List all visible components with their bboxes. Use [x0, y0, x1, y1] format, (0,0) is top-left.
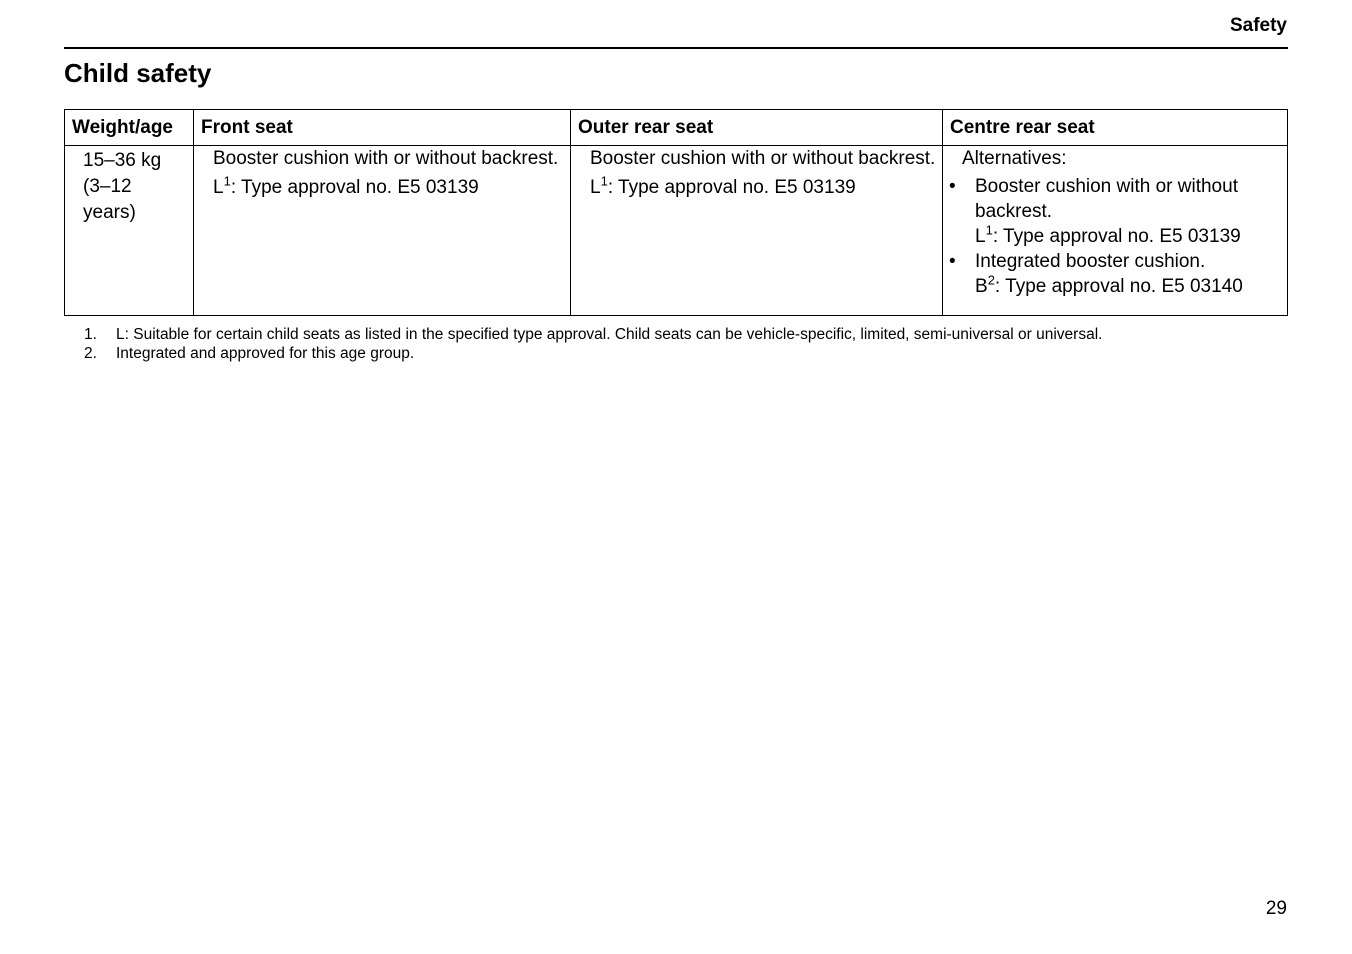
outer-approval: $L^1$: Type approval no. E5 03139: [590, 173, 856, 198]
page-title: Child safety: [64, 58, 212, 88]
age-line: (3–12: [83, 176, 132, 197]
centre-approval-1: $L^1$: Type approval no. E5 03139: [975, 222, 1241, 247]
outer-rear-seat-cell: [571, 146, 943, 316]
front-approval: $L^1$: Type approval no. E5 03139: [213, 173, 479, 198]
section-title: Safety: [1229, 15, 1287, 36]
table-header-row: [65, 110, 1288, 146]
outer-description: Booster cushion with or without backrest.: [590, 148, 936, 169]
centre-alternatives-list: [943, 174, 1287, 224]
centre-rear-seat-cell: [943, 146, 1288, 316]
header-front-seat: Front seat: [194, 110, 571, 146]
list-item: [943, 249, 1287, 274]
header-rule: [64, 47, 1288, 49]
footnotes: [84, 325, 1102, 363]
child-seat-table: [64, 109, 1288, 316]
alternative-text: Booster cushion with or without backrest.: [975, 176, 1238, 222]
footnote-2: 2. Integrated and approved for this age group.: [84, 345, 415, 362]
footnote-1: 1. L: Suitable for certain child seats as listed in the specified type approval. Child seats can be vehicle-specific, limited, semi-universal or universal.: [84, 326, 1103, 343]
header-outer-rear-seat: Outer rear seat: [571, 110, 943, 146]
front-description: Booster cushion with or without backrest.: [213, 148, 559, 169]
front-seat-cell: [194, 146, 571, 316]
header-weight-age: Weight/age: [65, 110, 194, 146]
weight-line: 15–36 kg: [83, 150, 162, 171]
bullet: •: [949, 176, 956, 197]
alternative-text: Integrated booster cushion.: [975, 251, 1206, 272]
age-unit-line: years): [83, 202, 136, 223]
list-item: [943, 174, 1287, 224]
bullet: •: [949, 251, 956, 272]
table-row: [65, 146, 1288, 316]
page-number: 29: [1265, 898, 1287, 919]
centre-approval-2: $B^2$: Type approval no. E5 03140: [975, 272, 1243, 297]
header-centre-rear-seat: Centre rear seat: [943, 110, 1288, 146]
centre-intro: Alternatives:: [962, 148, 1067, 169]
weight-age-cell: [65, 146, 194, 316]
